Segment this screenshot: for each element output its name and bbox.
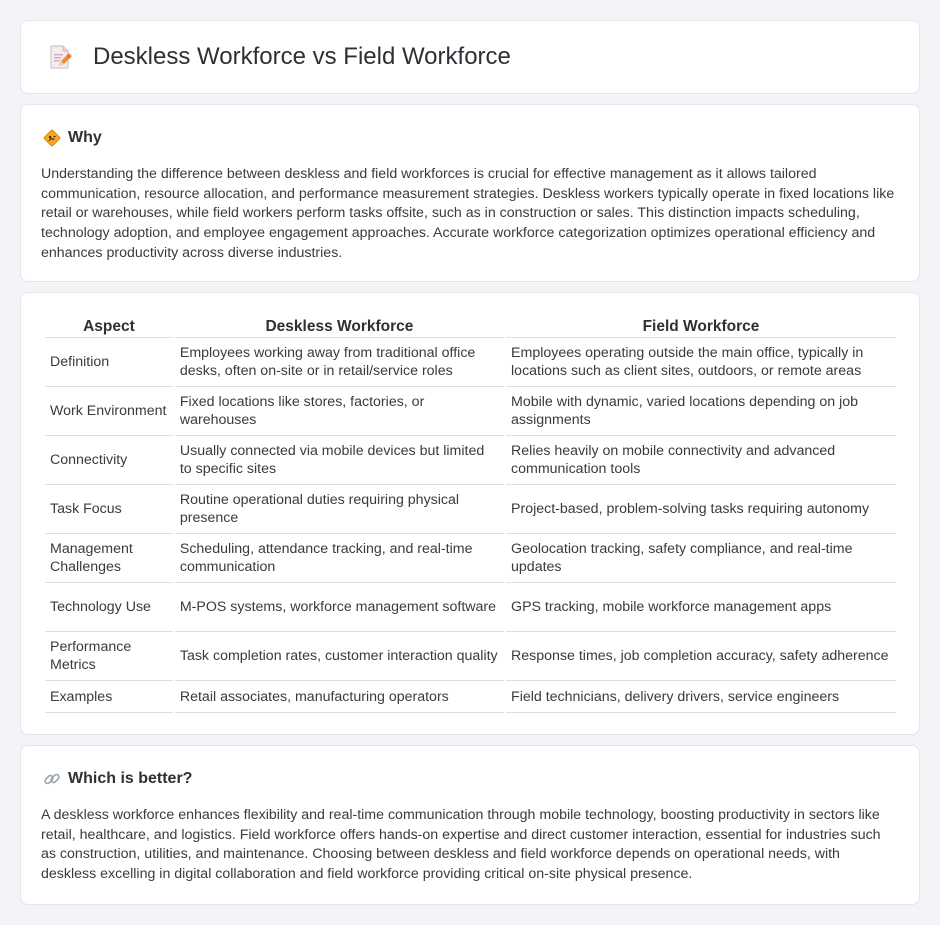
deskless-cell: Employees working away from traditional office desks, often on-site or in retail/service roles: [175, 338, 504, 387]
table-row: [45, 534, 896, 583]
page-title: Deskless Workforce vs Field Workforce: [93, 43, 511, 70]
table-row: [45, 436, 896, 485]
better-section: [20, 745, 920, 905]
aspect-cell: Task Focus: [45, 485, 173, 534]
deskless-cell: Task completion rates, customer interaction quality: [175, 632, 504, 681]
aspect-cell: Management Challenges: [45, 534, 173, 583]
table-row: [45, 338, 896, 387]
field-cell: Response times, job completion accuracy, safety adherence: [506, 632, 896, 681]
field-cell: Employees operating outside the main office, typically in locations such as client sites, outdoors, or remote areas: [506, 338, 896, 387]
header-field: Field Workforce: [506, 315, 896, 338]
document-pencil-icon: [47, 44, 73, 70]
comparison-section: [20, 292, 920, 735]
field-cell: Project-based, problem-solving tasks requiring autonomy: [506, 485, 896, 534]
table-row: [45, 583, 896, 632]
why-title: Why: [68, 129, 102, 146]
header-deskless: Deskless Workforce: [175, 315, 504, 338]
link-icon: [43, 770, 61, 788]
better-title: Which is better?: [68, 770, 193, 787]
why-header: [21, 105, 919, 149]
aspect-cell: Work Environment: [45, 387, 173, 436]
aspect-cell: Definition: [45, 338, 173, 387]
aspect-cell: Examples: [45, 681, 173, 713]
comparison-table: [43, 315, 898, 713]
table-header-row: [45, 315, 896, 338]
deskless-cell: Retail associates, manufacturing operators: [175, 681, 504, 713]
table-row: [45, 387, 896, 436]
aspect-cell: Connectivity: [45, 436, 173, 485]
field-cell: Relies heavily on mobile connectivity and advanced communication tools: [506, 436, 896, 485]
aspect-cell: Performance Metrics: [45, 632, 173, 681]
table-row: [45, 632, 896, 681]
deskless-cell: Routine operational duties requiring physical presence: [175, 485, 504, 534]
field-cell: Mobile with dynamic, varied locations depending on job assignments: [506, 387, 896, 436]
aspect-cell: Technology Use: [45, 583, 173, 632]
better-text: A deskless workforce enhances flexibility and real-time communication through mobile technology, boosting productivity in sectors like retail, healthcare, and logistics. Field workforce offers hands-on expertise and direct customer interaction, essential for industries such as construction, utilities, and maintenance. Choosing between deskless and field workforce depends on operational needs, with deskless excelling in digital collaboration and field workforce providing critical on-site physical presence.: [41, 807, 881, 883]
deskless-cell: Scheduling, attendance tracking, and real-time communication: [175, 534, 504, 583]
title-row: [21, 21, 919, 93]
why-section: [20, 104, 920, 282]
table-row: [45, 681, 896, 713]
header-aspect: Aspect: [45, 315, 173, 338]
better-header: [21, 746, 919, 790]
why-text: Understanding the difference between deskless and field workforces is crucial for effective management as it allows tailored communication, resource allocation, and performance measurement strategies. Deskless workers typically operate in fixed locations like retail or warehouses, while field workers perform tasks offsite, such as in construction or sales. This distinction impacts scheduling, technology adoption, and employee engagement approaches. Accurate workforce categorization optimizes operational efficiency and enhances productivity across diverse industries.: [41, 166, 895, 261]
deskless-cell: M-POS systems, workforce management software: [175, 583, 504, 632]
field-cell: GPS tracking, mobile workforce management apps: [506, 583, 896, 632]
title-card: [20, 20, 920, 94]
field-cell: Geolocation tracking, safety compliance, and real-time updates: [506, 534, 896, 583]
field-cell: Field technicians, delivery drivers, service engineers: [506, 681, 896, 713]
deskless-cell: Fixed locations like stores, factories, or warehouses: [175, 387, 504, 436]
deskless-cell: Usually connected via mobile devices but limited to specific sites: [175, 436, 504, 485]
construction-sign-icon: [43, 129, 61, 147]
table-row: [45, 485, 896, 534]
